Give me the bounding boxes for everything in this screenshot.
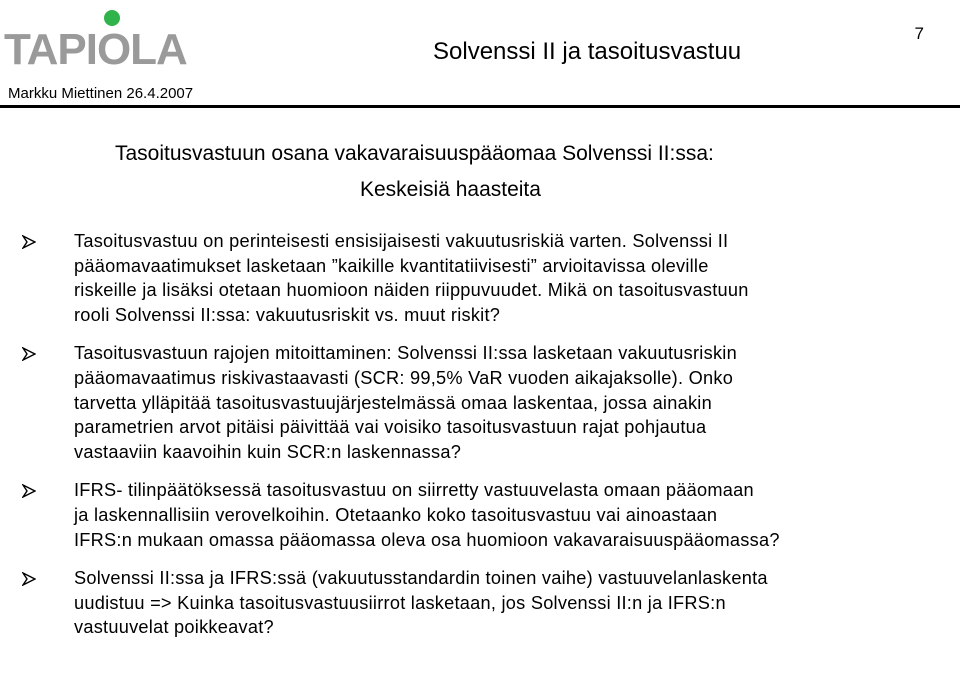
bullet-item	[22, 229, 902, 327]
arrowhead-bullet-icon	[22, 572, 36, 586]
author-date: Markku Miettinen 26.4.2007	[8, 85, 194, 102]
section-heading: Tasoitusvastuun osana vakavaraisuuspääomaa Solvenssi II:ssa:	[115, 142, 714, 165]
section-subheading: Keskeisiä haasteita	[360, 178, 541, 201]
bullet-line: riskeille ja lisäksi otetaan huomioon näiden riippuvuudet. Mikä on tasoitusvastuun	[74, 280, 749, 301]
bullet-list	[22, 229, 902, 640]
bullet-line: pääomavaatimus riskivastaavasti (SCR: 99,5% VaR vuoden aikajaksolle). Onko	[74, 367, 734, 388]
bullet-item	[22, 341, 902, 464]
slide-title: Solvenssi II ja tasoitusvastuu	[433, 38, 742, 65]
arrowhead-bullet-icon	[22, 235, 36, 249]
arrowhead-bullet-icon	[22, 484, 36, 498]
bullet-line: pääomavaatimukset lasketaan ”kaikille kvantitatiivisesti” arvioitavissa oleville	[74, 255, 709, 276]
bullet-line: Tasoitusvastuu on perinteisesti ensisijaisesti vakuutusriskiä varten. Solvenssi II	[74, 231, 729, 251]
bullet-line: parametrien arvot pitäisi päivittää vai voisiko tasoitusvastuun rajat pohjautua	[74, 417, 707, 438]
logo-text: TAPIOLA	[4, 25, 187, 68]
bullet-line: IFRS- tilinpäätöksessä tasoitusvastuu on siirretty vastuuvelasta omaan pääomaan	[74, 480, 754, 501]
header-divider	[0, 105, 960, 108]
arrowhead-bullet-icon	[22, 347, 36, 361]
bullet-line: uudistuu => Kuinka tasoitusvastuusiirrot lasketaan, jos Solvenssi II:n ja IFRS:n	[74, 592, 726, 613]
slide-number: 7	[914, 24, 924, 43]
bullet-line: ja laskennallisiin verovelkoihin. Otetaanko koko tasoitusvastuu vai ainoastaan	[74, 504, 718, 525]
tapiola-logo	[4, 6, 216, 68]
bullet-line: Solvenssi II:ssa ja IFRS:ssä (vakuutusstandardin toinen vaihe) vastuuvelanlaskenta	[74, 568, 768, 589]
bullet-line: rooli Solvenssi II:ssa: vakuutusriskit vs. muut riskit?	[74, 304, 501, 325]
bullet-line: IFRS:n mukaan omassa pääomassa oleva osa huomioon vakavaraisuuspääomassa?	[74, 529, 780, 550]
bullet-item	[22, 566, 902, 640]
bullet-line: vastaaviin kaavoihin kuin SCR:n laskennassa?	[74, 441, 462, 462]
bullet-line: tarvetta ylläpitää tasoitusvastuujärjestelmässä omaa laskentaa, jossa ainakin	[74, 392, 712, 413]
bullet-item	[22, 478, 902, 552]
bullet-line: vastuuvelat poikkeavat?	[74, 617, 274, 638]
logo-dot	[104, 10, 120, 26]
bullet-line: Tasoitusvastuun rajojen mitoittaminen: Solvenssi II:ssa lasketaan vakuutusriskin	[74, 343, 737, 364]
